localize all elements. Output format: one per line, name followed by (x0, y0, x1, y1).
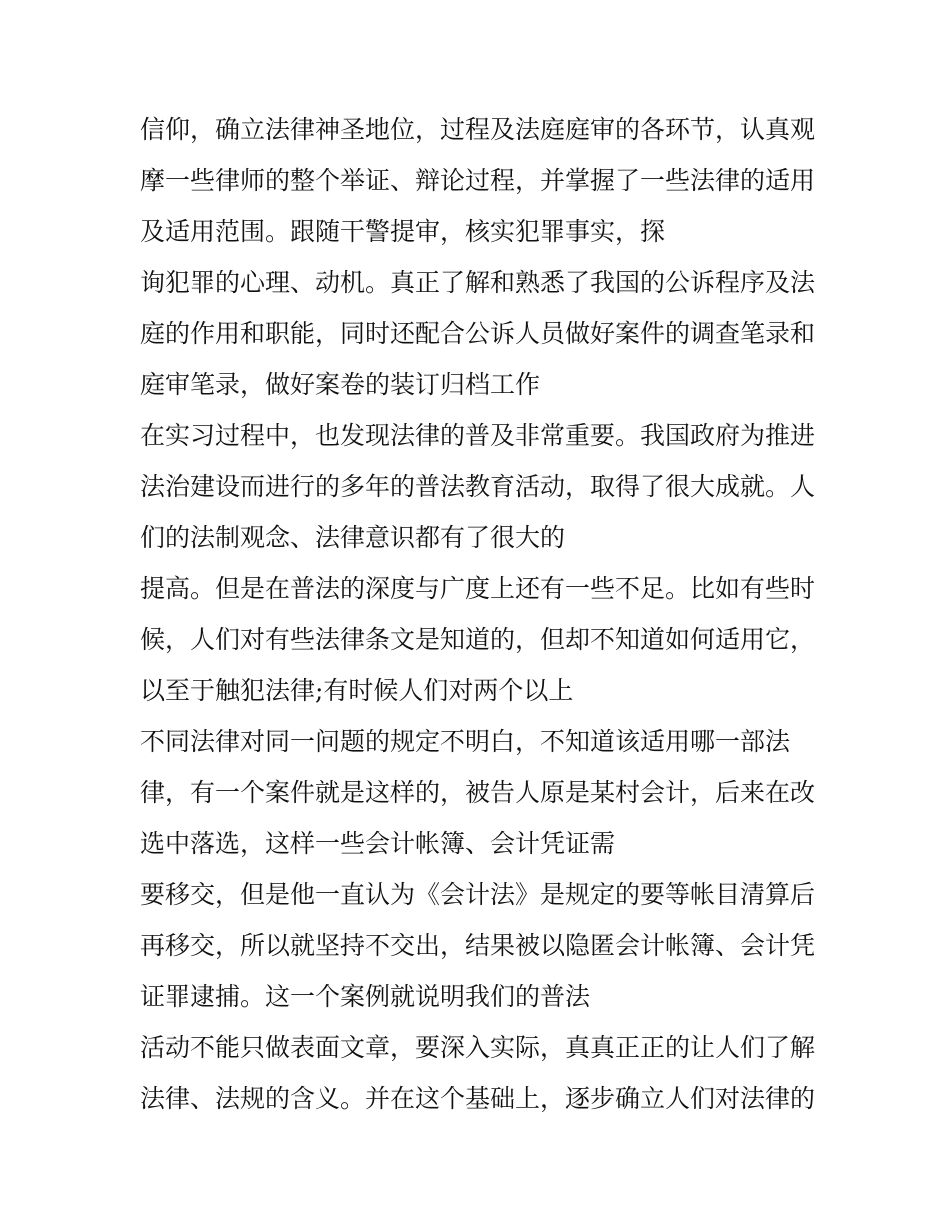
text-line: 法治建设而进行的多年的普法教育活动，取得了很大成就。人 (140, 472, 816, 501)
text-line: 要移交，但是他一直认为《会计法》是规定的要等帐目清算后 (140, 880, 816, 909)
text-line: 们的法制观念、法律意识都有了很大的 (140, 523, 566, 552)
text-line: 信仰，确立法律神圣地位，过程及法庭庭审的各环节，认真观 (140, 115, 816, 144)
text-line: 证罪逮捕。这一个案例就说明我们的普法 (140, 982, 591, 1011)
text-line: 不同法律对同一问题的规定不明白，不知道该适用哪一部法 (140, 727, 791, 756)
text-line: 庭审笔录，做好案卷的装订归档工作 (140, 370, 541, 399)
document-body (140, 104, 820, 1124)
text-line: 提高。但是在普法的深度与广度上还有一些不足。比如有些时 (140, 574, 816, 603)
text-line: 询犯罪的心理、动机。真正了解和熟悉了我国的公诉程序及法 (140, 268, 816, 297)
text-line: 再移交，所以就坚持不交出，结果被以隐匿会计帐簿、会计凭 (140, 931, 816, 960)
text-line: 摩一些律师的整个举证、辩论过程，并掌握了一些法律的适用 (140, 166, 816, 195)
text-line: 在实习过程中，也发现法律的普及非常重要。我国政府为推进 (140, 421, 816, 450)
text-line: 选中落选，这样一些会计帐簿、会计凭证需 (140, 829, 616, 858)
text-line: 候，人们对有些法律条文是知道的，但却不知道如何适用它， (140, 625, 816, 654)
text-line: 活动不能只做表面文章，要深入实际，真真正正的让人们了解 (140, 1033, 816, 1062)
text-line: 法律、法规的含义。并在这个基础上，逐步确立人们对法律的 (140, 1084, 816, 1113)
text-line: 庭的作用和职能，同时还配合公诉人员做好案件的调查笔录和 (140, 319, 816, 348)
text-line: 以至于触犯法律;有时候人们对两个以上 (140, 676, 574, 705)
text-line: 律，有一个案件就是这样的，被告人原是某村会计，后来在改 (140, 778, 816, 807)
text-line: 及适用范围。跟随干警提审，核实犯罪事实，探 (140, 217, 666, 246)
